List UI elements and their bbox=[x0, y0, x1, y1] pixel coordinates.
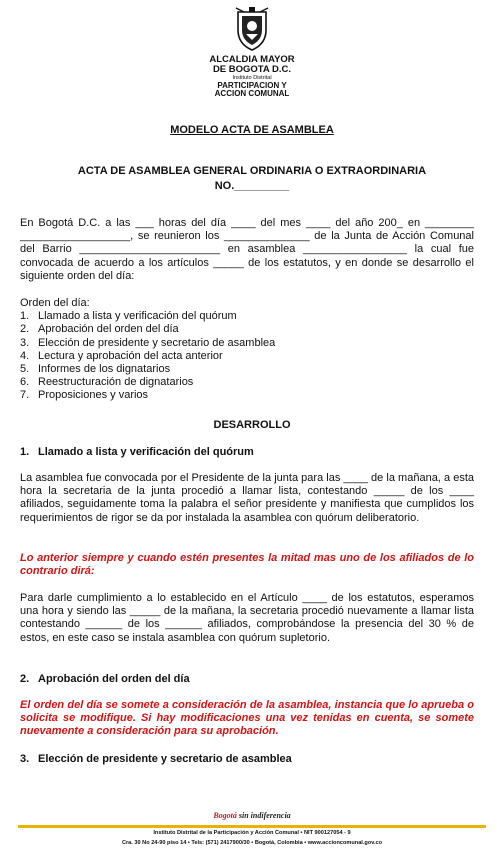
agenda-item-text: Reestructuración de dignatarios bbox=[38, 376, 194, 389]
agenda-item-text: Proposiciones y varios bbox=[38, 389, 149, 402]
agenda-item-number: 7. bbox=[20, 389, 30, 402]
agenda-item bbox=[20, 323, 474, 336]
agenda-item-text: Elección de presidente y secretario de asamblea bbox=[38, 336, 276, 349]
section-2-number: 2. bbox=[20, 673, 30, 685]
agenda-item bbox=[20, 363, 474, 376]
header-line-3: Instituto Distrital bbox=[232, 75, 272, 81]
agenda-item-number: 5. bbox=[20, 362, 30, 375]
bogota-logo-part-2: sin indiferencia bbox=[238, 811, 291, 820]
agenda-item-text: Aprobación del orden del día bbox=[38, 323, 179, 336]
footer-line-2: Cra. 30 No 24-90 piso 14 • Tels: (571) 2417900/30 • Bogotá, Colombia • www.accioncomunal.gov.co bbox=[121, 840, 383, 846]
agenda-item-number: 4. bbox=[20, 349, 30, 362]
section-2-heading bbox=[20, 673, 190, 685]
agenda-item-text: Llamado a lista y verificación del quórum bbox=[38, 310, 237, 323]
footer-divider bbox=[18, 825, 486, 828]
header-line-5: ACCION COMUNAL bbox=[214, 89, 290, 98]
bogota-logo-part-1: Bogotá bbox=[213, 811, 237, 820]
agenda-item-number: 3. bbox=[20, 336, 30, 349]
coat-of-arms-icon bbox=[232, 6, 272, 52]
section-3-title: Elección de presidente y secretario de asamblea bbox=[38, 753, 292, 765]
header-line-4: PARTICIPACION Y bbox=[217, 81, 287, 90]
act-subtitle: ACTA DE ASAMBLEA GENERAL ORDINARIA O EXTRAORDINARIA bbox=[77, 165, 427, 177]
agenda bbox=[20, 297, 474, 403]
act-number: NO._________ bbox=[214, 180, 290, 192]
section-1-paragraph-1: La asamblea fue convocada por el Presidente de la junta para las ____ de la mañana, a esta hora la secretaria de la junta procedió a llamar lista, contestando _____ de los ____ afiliados, seguidamente toma la palabra el señor presidente y manifiesta que cumplidos los requerimientos de rigor se da por instalada la asamblea con quórum deliberatorio. bbox=[20, 472, 474, 524]
section-1-number: 1. bbox=[20, 446, 30, 458]
bogota-logo bbox=[0, 811, 504, 820]
intro-paragraph: En Bogotá D.C. a las ___ horas del día ____ del mes ____ del año 200_ en ________ __________________, se reunieron los ______________ de la Junta de Acción Comunal del Barrio _______________________ en asamblea _________________ la cual fue convocada de acuerdo a los artículos _____ de los estatutos, y en donde se desarrollo el siguiente orden del día: bbox=[20, 217, 474, 282]
agenda-item-text: Informes de los dignatarios bbox=[38, 362, 171, 375]
section-2-title: Aprobación del orden del día bbox=[38, 673, 190, 685]
desarrollo-heading: DESARROLLO bbox=[213, 419, 291, 431]
agenda-heading: Orden del día: bbox=[20, 297, 90, 309]
header-line-1: ALCALDIA MAYOR bbox=[209, 54, 295, 65]
document-title: MODELO ACTA DE ASAMBLEA bbox=[170, 124, 334, 136]
agenda-item bbox=[20, 337, 474, 350]
document-header bbox=[0, 6, 504, 98]
agenda-item bbox=[20, 350, 474, 363]
agenda-item bbox=[20, 389, 474, 402]
section-1-title: Llamado a lista y verificación del quórum bbox=[38, 446, 254, 458]
agenda-item-number: 1. bbox=[20, 310, 30, 323]
section-2-red-note: El orden del día se somete a consideración de la asamblea, instancia que lo aprueba o solicita se modifique. Si hay modificaciones una vez tenidas en cuenta, se somete nuevamente a consideración para su aprobación. bbox=[20, 699, 474, 738]
agenda-list bbox=[20, 310, 474, 402]
section-3-heading bbox=[20, 753, 292, 765]
agenda-item bbox=[20, 376, 474, 389]
section-3-number: 3. bbox=[20, 753, 30, 765]
section-1-paragraph-2: Para darle cumplimiento a lo establecido en el Artículo ____ de los estatutos, esperamos una hora y siendo las _____ de la mañana, la secretaria procedió nuevamente a llamar lista contestando ______ de los ______ afiliados, comprobándose la presencia del 30 % de estos, en este caso se instala asamblea con quórum supletorio. bbox=[20, 592, 474, 644]
agenda-item-text: Lectura y aprobación del acta anterior bbox=[38, 349, 223, 362]
section-1-heading bbox=[20, 446, 254, 458]
agenda-item-number: 2. bbox=[20, 323, 30, 336]
section-1-red-note: Lo anterior siempre y cuando estén presentes la mitad mas uno de los afiliados de lo contrario dirá: bbox=[20, 552, 474, 578]
footer-line-1: Instituto Distrital de la Participación y Acción Comunal • NIT 900127054 - 9 bbox=[153, 830, 351, 836]
header-line-2: DE BOGOTA D.C. bbox=[212, 64, 292, 75]
agenda-item-number: 6. bbox=[20, 376, 30, 389]
agenda-item bbox=[20, 310, 474, 323]
